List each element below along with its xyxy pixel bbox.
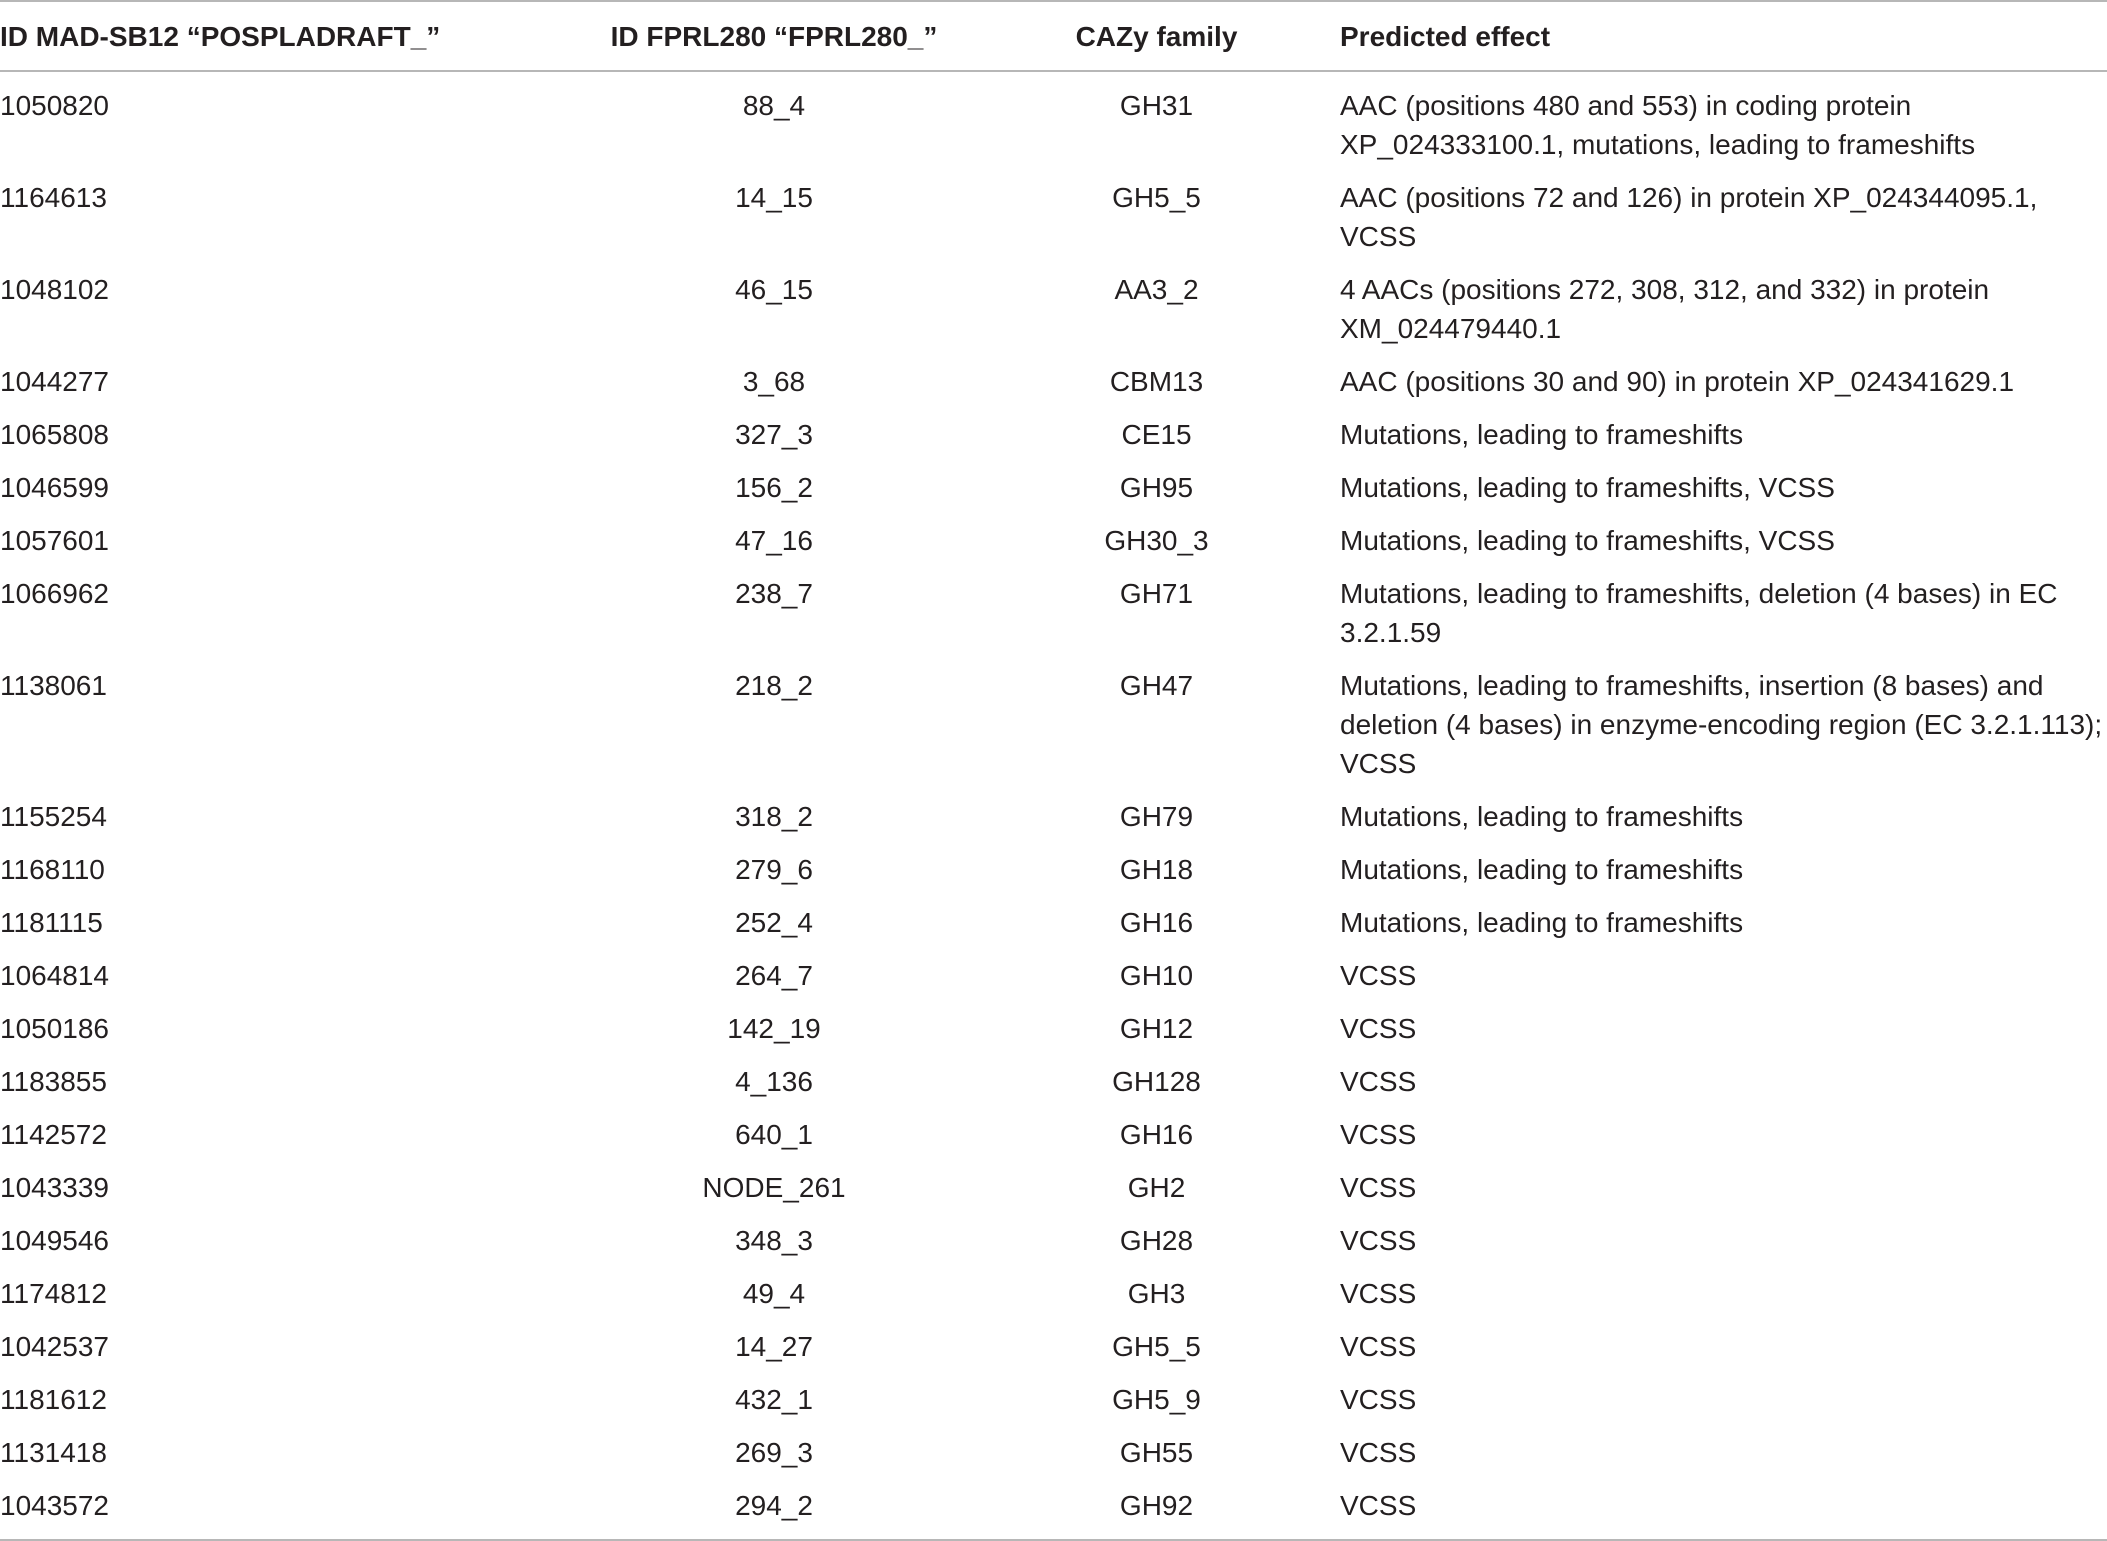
cell-mad-id: 1066962 <box>0 578 110 609</box>
header-predicted-effect: Predicted effect <box>1340 20 1551 52</box>
cell-predicted-effect: VCSS <box>1340 960 1417 991</box>
cell-cazy-family: GH71 <box>1119 578 1194 609</box>
cell-predicted-effect: AAC (positions 72 and 126) in protein XP_024344095.1, VCSS <box>1340 182 2038 252</box>
table-row <box>0 1162 2107 1215</box>
cell-predicted-effect: AAC (positions 30 and 90) in protein XP_024341629.1 <box>1340 366 2015 397</box>
cell-cazy-family: GH5_5 <box>1112 182 1201 213</box>
cell-mad-id: 1049546 <box>0 1225 110 1256</box>
cell-cazy-family: AA3_2 <box>1114 274 1199 305</box>
cell-mad-id: 1181115 <box>0 907 103 938</box>
cell-mad-id: 1174812 <box>0 1278 107 1309</box>
cell-predicted-effect: Mutations, leading to frameshifts, insertion (8 bases) and deletion (4 bases) in enzyme-encoding region (EC 3.2.1.113); VCSS <box>1340 670 2103 779</box>
cell-cazy-family: GH12 <box>1119 1013 1194 1044</box>
table-row <box>0 844 2107 897</box>
cell-fprl-id: 640_1 <box>735 1119 813 1150</box>
cell-mad-id: 1065808 <box>0 419 110 450</box>
cell-mad-id: 1042537 <box>0 1331 110 1362</box>
table-row <box>0 1056 2107 1109</box>
header-fprl-id: ID FPRL280 “FPRL280_” <box>610 20 938 52</box>
cell-fprl-id: 294_2 <box>735 1490 813 1521</box>
cell-fprl-id: 88_4 <box>742 90 806 121</box>
cell-fprl-id: 47_16 <box>735 525 813 556</box>
table-row <box>0 660 2107 791</box>
cell-fprl-id: 252_4 <box>735 907 813 938</box>
cell-fprl-id: 142_19 <box>727 1013 821 1044</box>
cell-cazy-family: GH47 <box>1119 670 1194 701</box>
cell-cazy-family: GH2 <box>1127 1172 1186 1203</box>
table-row <box>0 950 2107 1003</box>
cell-predicted-effect: Mutations, leading to frameshifts <box>1340 907 1744 938</box>
cell-fprl-id: 14_15 <box>735 182 813 213</box>
cell-fprl-id: 218_2 <box>735 670 813 701</box>
header-row <box>0 1 2107 71</box>
cell-cazy-family: GH16 <box>1119 907 1194 938</box>
table-row <box>0 1480 2107 1540</box>
table-row <box>0 1109 2107 1162</box>
cell-cazy-family: GH92 <box>1119 1490 1194 1521</box>
cell-fprl-id: NODE_261 <box>702 1172 846 1203</box>
cell-cazy-family: GH5_9 <box>1112 1384 1201 1415</box>
cell-mad-id: 1131418 <box>0 1437 107 1468</box>
table-header <box>0 1 2107 71</box>
cell-mad-id: 1043339 <box>0 1172 110 1203</box>
table-row <box>0 1374 2107 1427</box>
table-row <box>0 409 2107 462</box>
cell-cazy-family: GH30_3 <box>1104 525 1209 556</box>
cell-cazy-family: GH10 <box>1119 960 1194 991</box>
cell-predicted-effect: VCSS <box>1340 1013 1417 1044</box>
table-row <box>0 897 2107 950</box>
table-row <box>0 791 2107 844</box>
table-body <box>0 71 2107 1540</box>
table-row <box>0 462 2107 515</box>
cell-predicted-effect: VCSS <box>1340 1490 1417 1521</box>
cell-mad-id: 1050820 <box>0 90 110 121</box>
cell-cazy-family: CBM13 <box>1109 366 1204 397</box>
cell-cazy-family: GH31 <box>1119 90 1194 121</box>
cell-cazy-family: GH95 <box>1119 472 1194 503</box>
header-cazy-family: CAZy family <box>1075 20 1238 52</box>
cell-predicted-effect: Mutations, leading to frameshifts <box>1340 801 1744 832</box>
cell-predicted-effect: VCSS <box>1340 1172 1417 1203</box>
cell-mad-id: 1064814 <box>0 960 110 991</box>
cell-mad-id: 1155254 <box>0 801 107 832</box>
cell-mad-id: 1048102 <box>0 274 110 305</box>
cell-cazy-family: CE15 <box>1121 419 1192 450</box>
cell-mad-id: 1043572 <box>0 1490 110 1521</box>
cell-mad-id: 1168110 <box>0 854 105 885</box>
cell-predicted-effect: AAC (positions 480 and 553) in coding protein XP_024333100.1, mutations, leading to frameshifts <box>1340 90 1976 160</box>
cell-cazy-family: GH5_5 <box>1112 1331 1201 1362</box>
table-row <box>0 71 2107 172</box>
cell-predicted-effect: Mutations, leading to frameshifts <box>1340 419 1744 450</box>
cell-fprl-id: 279_6 <box>735 854 813 885</box>
table-row <box>0 515 2107 568</box>
cell-fprl-id: 264_7 <box>735 960 813 991</box>
cell-mad-id: 1181612 <box>0 1384 107 1415</box>
cell-fprl-id: 348_3 <box>735 1225 813 1256</box>
cell-mad-id: 1142572 <box>0 1119 107 1150</box>
cell-predicted-effect: VCSS <box>1340 1066 1417 1097</box>
header-mad-id: ID MAD-SB12 “POSPLADRAFT_” <box>0 20 441 52</box>
cell-fprl-id: 327_3 <box>735 419 813 450</box>
cell-predicted-effect: VCSS <box>1340 1225 1417 1256</box>
cell-fprl-id: 46_15 <box>735 274 813 305</box>
cell-predicted-effect: VCSS <box>1340 1278 1417 1309</box>
cell-fprl-id: 14_27 <box>735 1331 813 1362</box>
table-row <box>0 568 2107 660</box>
cell-cazy-family: GH18 <box>1119 854 1194 885</box>
cell-mad-id: 1183855 <box>0 1066 107 1097</box>
cell-predicted-effect: VCSS <box>1340 1384 1417 1415</box>
table-row <box>0 1427 2107 1480</box>
table-row <box>0 172 2107 264</box>
cell-predicted-effect: VCSS <box>1340 1437 1417 1468</box>
table-row <box>0 264 2107 356</box>
cell-cazy-family: GH3 <box>1127 1278 1186 1309</box>
cell-predicted-effect: Mutations, leading to frameshifts, deletion (4 bases) in EC 3.2.1.59 <box>1340 578 2058 648</box>
cell-cazy-family: GH55 <box>1119 1437 1194 1468</box>
cell-fprl-id: 4_136 <box>735 1066 813 1097</box>
cell-cazy-family: GH28 <box>1119 1225 1194 1256</box>
cell-mad-id: 1046599 <box>0 472 110 503</box>
table-row <box>0 356 2107 409</box>
cell-fprl-id: 238_7 <box>735 578 813 609</box>
cell-fprl-id: 49_4 <box>742 1278 806 1309</box>
cell-mad-id: 1164613 <box>0 182 107 213</box>
table-row <box>0 1215 2107 1268</box>
table-row <box>0 1003 2107 1056</box>
cell-fprl-id: 156_2 <box>735 472 813 503</box>
cell-predicted-effect: 4 AACs (positions 272, 308, 312, and 332) in protein XM_024479440.1 <box>1340 274 1990 344</box>
cell-cazy-family: GH128 <box>1112 1066 1201 1097</box>
cell-predicted-effect: VCSS <box>1340 1119 1417 1150</box>
table-row <box>0 1268 2107 1321</box>
cell-predicted-effect: Mutations, leading to frameshifts, VCSS <box>1340 472 1835 503</box>
cell-cazy-family: GH79 <box>1119 801 1194 832</box>
cell-mad-id: 1044277 <box>0 366 110 397</box>
cell-fprl-id: 432_1 <box>735 1384 813 1415</box>
cell-fprl-id: 269_3 <box>735 1437 813 1468</box>
cell-fprl-id: 318_2 <box>735 801 813 832</box>
cell-mad-id: 1138061 <box>0 670 107 701</box>
table-row <box>0 1321 2107 1374</box>
cell-fprl-id: 3_68 <box>742 366 806 397</box>
cell-predicted-effect: Mutations, leading to frameshifts, VCSS <box>1340 525 1835 556</box>
cell-cazy-family: GH16 <box>1119 1119 1194 1150</box>
cell-predicted-effect: VCSS <box>1340 1331 1417 1362</box>
cell-mad-id: 1057601 <box>0 525 110 556</box>
cell-predicted-effect: Mutations, leading to frameshifts <box>1340 854 1744 885</box>
cell-mad-id: 1050186 <box>0 1013 110 1044</box>
